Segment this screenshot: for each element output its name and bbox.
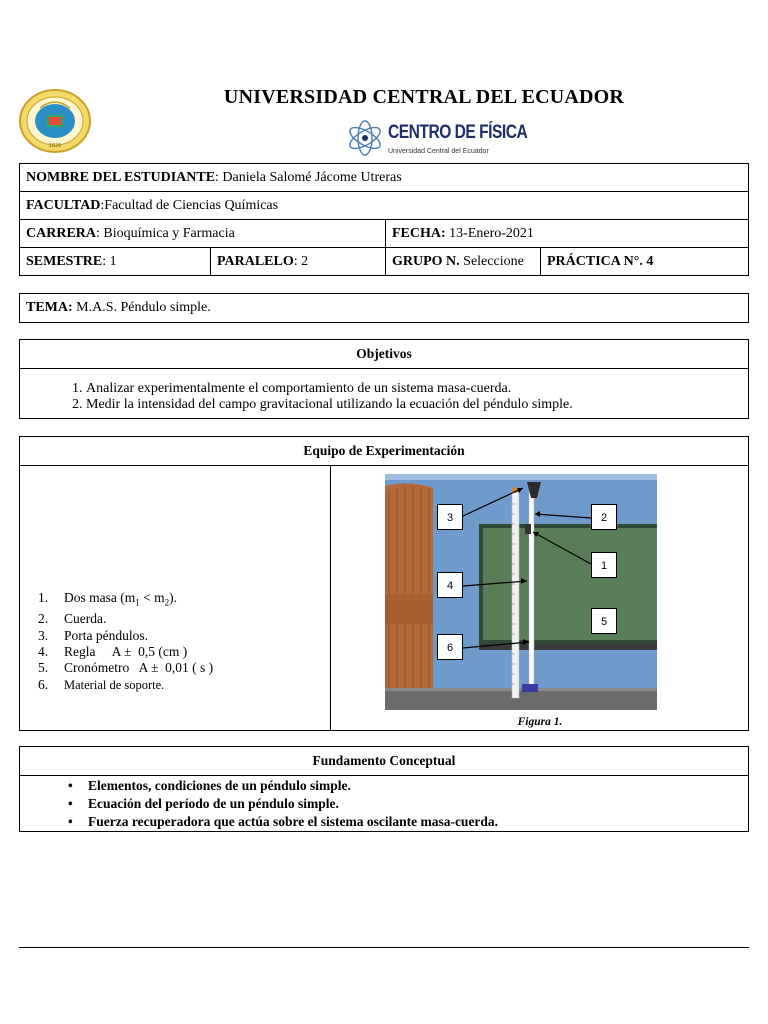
centro-de-fisica-logo (346, 119, 528, 159)
fundamentals-table (19, 746, 749, 832)
objectives-title: Objetivos (20, 340, 749, 369)
student-name-cell: NOMBRE DEL ESTUDIANTE: Daniela Salomé Jácome Utreras (20, 164, 749, 192)
faculty-cell: FACULTAD:Facultad de Ciencias Químicas (20, 192, 749, 220)
equipment-item: 6. Material de soporte. (38, 676, 165, 692)
callout-6: 6 (437, 634, 463, 660)
objectives-list (26, 381, 742, 413)
group-cell: GRUPO N. Seleccione (386, 248, 541, 276)
objectives-list-cell (20, 369, 749, 419)
footer-divider (19, 947, 749, 948)
objective-item: 1. Analizar experimentalmente el comportamiento de un sistema masa-cuerda. (86, 381, 742, 397)
cf-logo-subtitle: Universidad Central del Ecuador (388, 148, 489, 155)
cf-logo-text: CENTRO DE FÍSICA (388, 122, 528, 143)
fundamental-item: • Ecuación del período de un péndulo simple. (88, 795, 742, 813)
svg-text:1826: 1826 (48, 143, 62, 149)
university-title: UNIVERSIDAD CENTRAL DEL ECUADOR (223, 86, 625, 108)
objective-item: 2. Medir la intensidad del campo gravitacional utilizando la ecuación del péndulo simple. (86, 397, 742, 413)
equipment-item: 4. Regla A ± 0,5 (cm ) (38, 643, 188, 659)
callout-5: 5 (591, 608, 617, 634)
career-cell: CARRERA: Bioquímica y Farmacia (20, 220, 386, 248)
date-cell: FECHA: 13-Enero-2021 (386, 220, 749, 248)
student-info-table (19, 163, 749, 276)
fundamental-item: • Elementos, condiciones de un péndulo simple. (88, 777, 742, 795)
equipment-item: 5. Cronómetro A ± 0,01 ( s ) (38, 660, 214, 676)
group-select[interactable]: Seleccione (459, 253, 524, 269)
fundamentals-list (26, 777, 742, 831)
atom-icon (346, 119, 384, 157)
callout-1: 1 (591, 552, 617, 578)
callout-2: 2 (591, 504, 617, 530)
objectives-table (19, 339, 749, 419)
equipment-list (38, 590, 213, 693)
semester-cell: SEMESTRE: 1 (20, 248, 211, 276)
practice-cell: PRÁCTICA N°. 4 (541, 248, 749, 276)
fundamentals-list-cell (20, 776, 749, 832)
equipment-item: 1. Dos masa $(m_1 < m_2)$. (38, 590, 177, 608)
equipment-item: 3. Porta péndulos. (38, 627, 148, 643)
theme-table (19, 293, 749, 323)
theme-cell: TEMA: M.A.S. Péndulo simple. (20, 294, 749, 323)
parallel-cell: PARALELO: 2 (211, 248, 386, 276)
equipment-item: 2. Cuerda. (38, 611, 107, 627)
callout-3: 3 (437, 504, 463, 530)
pendulum-setup-figure (385, 474, 657, 710)
figure-caption: Figura 1. (517, 716, 563, 728)
callout-4: 4 (437, 572, 463, 598)
fundamentals-title: Fundamento Conceptual (20, 747, 749, 776)
fundamental-item: • Fuerza recuperadora que actúa sobre el sistema oscilante masa-cuerda. (88, 813, 742, 831)
equipment-title: Equipo de Experimentación (20, 437, 749, 466)
